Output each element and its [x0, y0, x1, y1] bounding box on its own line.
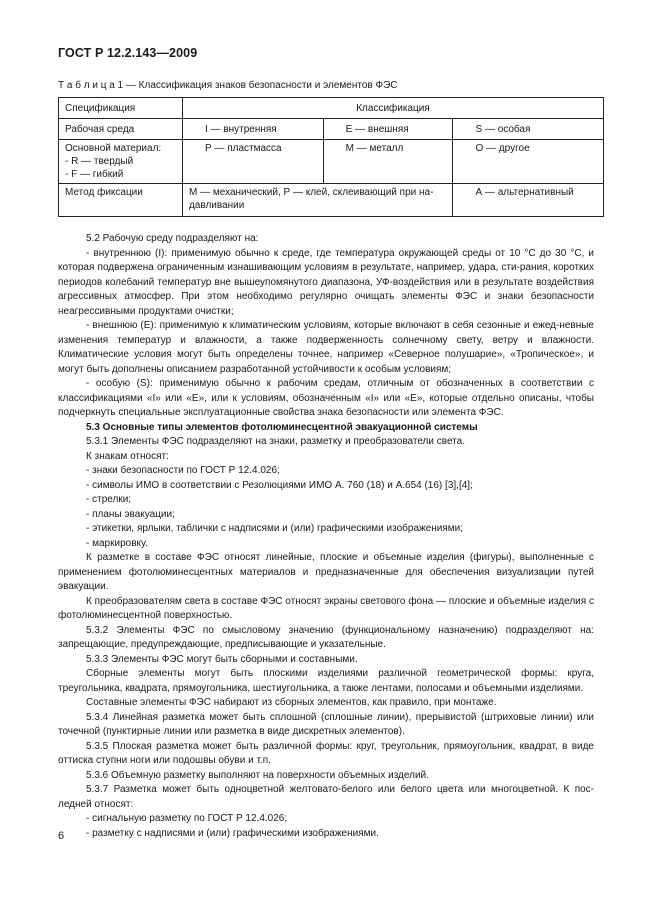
cell-spec: Метод фиксации	[59, 184, 183, 217]
paragraph: Сборные элементы могут быть плоскими изделиями различной геометрической формы: круга, треугольника, квадрата, прямоугольника, шестиугольника, а также лентами, полосами и объемными изделиями.	[58, 668, 594, 694]
cell-value: М — механический, Р — клей, склеивающий при на-давливании	[182, 184, 453, 217]
paragraph: 5.3.3 Элементы ФЭС могут быть сборными и составными.	[86, 653, 358, 665]
paragraph: 5.3.5 Плоская разметка может быть различной формы: круг, треугольник, прямоугольник, квадрат, в виде оттиска ступни ноги или подошвы обуви и т.п.	[58, 740, 594, 766]
paragraph: 5.3.7 Разметка может быть одноцветной желтовато-белого или белого цвета или многоцветной. К пос-ледней относят:	[58, 784, 594, 810]
list-item: - планы эвакуации;	[86, 508, 175, 520]
paragraph: К разметке в составе ФЭС относят линейные, плоские и объемные изделия (фигуры), выполненные с применением фотолюминесцентных материалов и предназначенные для обеспечения визуализации путей эвакуации.	[58, 552, 594, 592]
section-heading: 5.3 Основные типы элементов фотолюминесцентной эвакуационной системы	[86, 421, 478, 433]
cell-spec	[59, 140, 183, 184]
paragraph: К преобразователям света в составе ФЭС относят экраны светового фона — плоские и объемные изделия с фотолюминесцентной поверхностью.	[58, 595, 594, 621]
paragraph: К знакам относят:	[86, 450, 169, 462]
list-item: - стрелки;	[86, 494, 132, 505]
list-item: - сигнальную разметку по ГОСТ Р 12.4.026;	[86, 813, 288, 824]
paragraph: 5.3.2 Элементы ФЭС по смысловому значению (функциональному назначению) подразделяют на: запрещающие, предупреждающие, предписывающие и указательные.	[58, 624, 594, 650]
table-row	[59, 119, 604, 140]
table-header-row	[59, 98, 604, 119]
cell-spec: Рабочая среда	[59, 119, 183, 140]
paragraph: Составные элементы ФЭС набирают из сборных элементов, как правило, при монтаже.	[86, 697, 497, 708]
table-row	[59, 140, 604, 184]
cell-spec-title: Основной материал:	[65, 143, 162, 154]
document-header: ГОСТ Р 12.2.143—2009	[58, 46, 198, 60]
table-caption: Т а б л и ц а 1 — Классификация знаков безопасности и элементов ФЭС	[58, 80, 398, 91]
header-classification: Классификация	[182, 98, 603, 119]
list-item: - знаки безопасности по ГОСТ Р 12.4.026;	[86, 465, 280, 476]
cell-value: Р — пластмасса	[182, 140, 323, 184]
paragraph: - внутреннюю (I): применимую обычно к среде, где температура окружающей среды от 10 °С до 30 °С, и которая подвержена ограниченным изнашивающим условиям в результате, например, удара, сти-рания, коротких периодов колебаний температур вне вышеупомянутого диапазона, УФ-воздействия или в результате воздействия агрессивных атмосфер. При этом необходимо регулярно очищать элементы ФЭС и знаки безопасности неагрессивными продуктами очистки;	[58, 247, 594, 317]
paragraph: - особую (S): применимую обычно к рабочим средам, отличным от обозначенных в соответствии с классификациями «I» или «Е», или к условиям, обозначенным «I» или «Е», которые отдельно описаны, чтобы подчеркнуть специальные эксплуатационные свойства знака безопасности или элемента ФЭС.	[58, 378, 594, 418]
cell-spec-item: - R — твердый	[65, 156, 134, 167]
page-number: 6	[58, 830, 65, 842]
list-item: - этикетки, ярлыки, таблички с надписями и (или) графическими изображениями;	[86, 523, 464, 534]
cell-value: Е — внешняя	[323, 119, 453, 140]
paragraph: - внешнюю (Е): применимую к климатическим условиям, которые включают в себя сезонные и ежед-невные изменения температур и влажности, а также подверженность солнечному свету, ветру и влажности. Климатические условия могут быть определены точнее, например «Северное полушарие», «Тропическое», и могут быть дополнены описанием разработанной устойчивости к особым условиям;	[58, 320, 594, 375]
cell-value: О — другое	[453, 140, 604, 184]
list-item: - разметку с надписями и (или) графическими изображениями.	[86, 827, 379, 839]
header-specification: Спецификация	[59, 98, 183, 119]
list-item: - маркировку.	[86, 537, 148, 549]
cell-value: I — внутренняя	[182, 119, 323, 140]
paragraph: 5.3.6 Объемную разметку выполняют на поверхности объемных изделий.	[86, 769, 429, 781]
body-text	[58, 232, 594, 841]
classification-table	[58, 97, 604, 217]
cell-value: S — особая	[453, 119, 604, 140]
list-item: - символы ИМО в соответствии с Резолюциями ИМО А. 760 (18) и А.654 (16) [3],[4];	[86, 479, 473, 491]
paragraph: 5.3.1 Элементы ФЭС подразделяют на знаки, разметку и преобразователи света.	[86, 436, 465, 447]
table-row	[59, 184, 604, 217]
cell-value: М — металл	[323, 140, 453, 184]
paragraph: 5.2 Рабочую среду подразделяют на:	[86, 233, 259, 244]
cell-value: А — альтернативный	[453, 184, 604, 217]
paragraph: 5.3.4 Линейная разметка может быть сплошной (сплошные линии), прерывистой (штриховые линии) или точечной (пунктирные линии или разметка в виде дискретных элементов).	[58, 711, 594, 737]
cell-spec-item: - F — гибкий	[65, 169, 124, 180]
